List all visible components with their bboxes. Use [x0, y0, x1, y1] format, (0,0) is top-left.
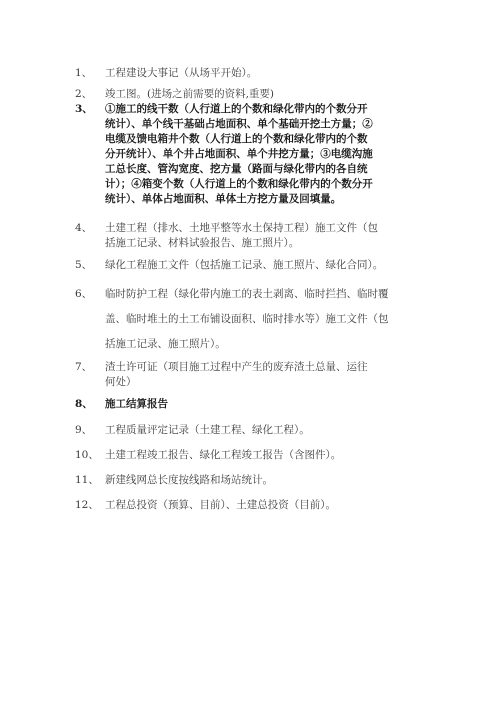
item-number: 12、	[75, 499, 99, 511]
item-number: 1、	[75, 67, 93, 79]
item-line: 统计）、单体占地面积、单体土方挖方量及回填量。	[105, 193, 342, 205]
item-number: 10、	[75, 449, 99, 461]
item-line: 括施工记录、材料试验报告、施工照片）。	[105, 237, 300, 249]
item-text	[105, 66, 415, 81]
item-line: 新建线网总长度按线路和场站统计。	[105, 474, 273, 486]
item-line: 分开统计）、单个井占地面积、单个井挖方量；③电缆沟施	[105, 148, 373, 160]
item-line: 工程建设大事记（从场平开始）。	[105, 67, 258, 79]
item-text	[105, 498, 415, 513]
item-number: 4、	[75, 222, 93, 234]
item-line: 渣土许可证（项目施工过程中产生的废弃渣土总量、运往	[105, 361, 368, 373]
item-number: 2、	[75, 88, 93, 100]
item-number: 3、	[75, 103, 93, 115]
item-number: 9、	[75, 424, 93, 436]
item-line: 盖、临时堆土的土工布铺设面积、临时排水等）施工文件（包	[105, 313, 389, 325]
item-text	[105, 87, 415, 102]
item-line: 括施工记录、施工照片）。	[105, 338, 226, 350]
item-line: ①施工的线干数（人行道上的个数和绿化带内的个数分开	[105, 103, 368, 115]
item-text	[105, 360, 415, 390]
item-text	[105, 258, 415, 273]
item-line: 土建工程（排水、土地平整等水土保持工程）施工文件（包	[105, 222, 378, 234]
item-text	[105, 397, 415, 412]
item-number: 8、	[75, 398, 93, 410]
item-line: 工程总投资（预算、目前）、土建总投资（目前）。	[105, 499, 336, 511]
item-line: 施工结算报告	[105, 398, 168, 410]
item-text	[105, 423, 415, 438]
item-line: 统计）、单个线干基础占地面积、单个基础开挖土方量；②	[105, 118, 373, 130]
item-line: 电缆及馈电箱井个数（人行道上的个数和绿化带内的个数	[105, 133, 368, 145]
item-number: 6、	[75, 288, 93, 300]
item-text	[105, 102, 415, 207]
item-line: 土建工程竣工报告、绿化工程竣工报告（含图件）。	[105, 449, 342, 461]
item-line: 竣工图。(进场之前需要的资料,重要)	[105, 88, 275, 100]
item-text	[105, 448, 415, 463]
item-text	[105, 282, 415, 357]
item-number: 5、	[75, 259, 93, 271]
item-number: 7、	[75, 361, 93, 373]
item-line: 绿化工程施工文件（包括施工记录、施工照片、绿化合同）。	[105, 259, 384, 271]
item-line: 工总长度、管沟宽度、挖方量（路面与绿化带内的各自统	[105, 163, 368, 175]
item-text	[105, 221, 415, 251]
item-line: 何处）	[105, 376, 137, 388]
item-line: 临时防护工程（绿化带内施工的表土剥离、临时拦挡、临时覆	[105, 288, 389, 300]
item-number: 11、	[75, 474, 99, 486]
item-line: 计）；④箱变个数（人行道上的个数和绿化带内的个数分开	[105, 178, 373, 190]
item-line: 工程质量评定记录（土建工程、绿化工程）。	[105, 424, 310, 436]
item-text	[105, 473, 415, 488]
